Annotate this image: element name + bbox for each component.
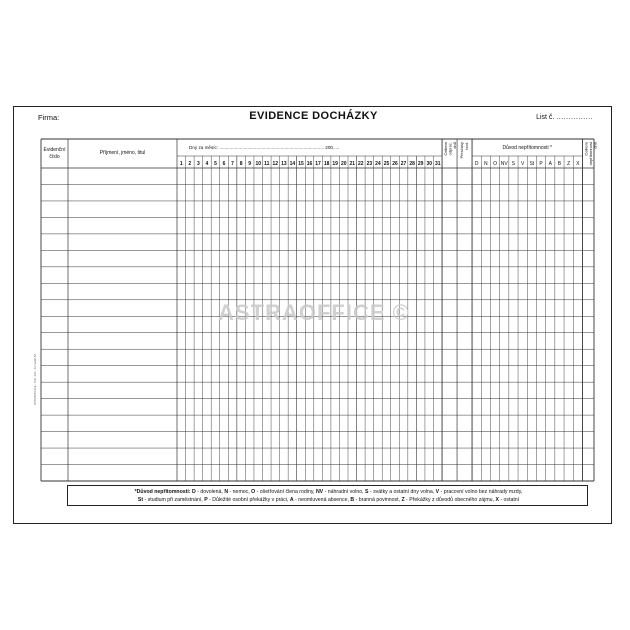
header-name: Příjmení, jméno, titul xyxy=(99,150,146,156)
legend-text: - Důležité osobní překážky v práci, xyxy=(207,497,290,503)
legend-text: - branná povinnost, xyxy=(354,497,402,503)
day-number: 21 xyxy=(349,161,356,167)
legend-text: - ostatní xyxy=(498,497,520,503)
header-total-worked: odprac. xyxy=(447,142,453,156)
header-absence-reasons: Důvod nepřítomnosti * xyxy=(502,145,552,151)
header-total-absent: nepřítomnost xyxy=(587,142,593,166)
header-total-worked: dnů xyxy=(452,142,458,149)
header-overtime: hod. xyxy=(464,142,470,150)
day-number: 6 xyxy=(222,161,226,167)
legend-text: - dovolená, xyxy=(195,489,225,495)
day-number: 14 xyxy=(289,161,296,167)
header-overtime: Přesčasy xyxy=(459,142,465,159)
legend-text: - Překážky z důvodů obecného zájmu, xyxy=(404,497,496,503)
reason-code: N xyxy=(484,161,488,167)
day-number: 15 xyxy=(298,161,304,167)
header-total-worked: Celkem xyxy=(443,142,449,156)
reason-code: O xyxy=(493,161,497,167)
day-number: 1 xyxy=(179,161,183,167)
day-number: 7 xyxy=(231,161,234,167)
day-number: 18 xyxy=(323,161,330,167)
watermark: ASTRAOFFICE © xyxy=(218,300,410,325)
legend-code: B xyxy=(350,497,355,503)
day-number: 4 xyxy=(205,161,209,167)
reason-code: S xyxy=(511,161,516,167)
legend-code: O xyxy=(251,489,256,495)
legend-text: - studium při zaměstnání, xyxy=(143,497,205,503)
reason-code: P xyxy=(539,161,543,167)
legend-code: X xyxy=(495,497,499,503)
company-label: Firma: xyxy=(38,113,60,122)
form-title: EVIDENCE DOCHÁZKY xyxy=(249,110,378,122)
day-number: 29 xyxy=(417,161,424,167)
day-number: 10 xyxy=(255,161,262,167)
day-number: 16 xyxy=(306,161,313,167)
header-employee-number: Evidenční xyxy=(43,147,66,153)
legend-text: - nemoc, xyxy=(228,489,252,495)
printer-imprint: ASTRAOFFICE - Tisk: 232 - Formulář A4 xyxy=(33,354,37,405)
day-number: 12 xyxy=(272,161,279,167)
legend-text: - pracovní volno bez náhrady mzdy, xyxy=(439,489,523,495)
legend-code: N xyxy=(224,489,229,495)
legend-text: - svátky a ostatní dny volna, xyxy=(368,489,436,495)
legend-code: *Důvod nepřítomnosti: D xyxy=(134,489,196,495)
absence-legend xyxy=(67,485,588,506)
day-number: 2 xyxy=(188,161,192,167)
sheet-number-dots: ............... xyxy=(556,114,593,121)
legend-text: - náhradní volno, xyxy=(323,489,365,495)
header-total-absent: Celkem xyxy=(583,142,589,156)
day-number: 5 xyxy=(214,161,217,167)
legend-text: - neomluvená absence, xyxy=(293,497,351,503)
day-number: 3 xyxy=(196,161,200,167)
sheet-number-text: List č. xyxy=(536,114,555,121)
legend-code: V xyxy=(435,489,440,495)
reason-code: X xyxy=(576,161,580,167)
day-number: 20 xyxy=(340,161,347,167)
legend-text: - ošetřování člena rodiny, xyxy=(255,489,316,495)
legend-line-1 xyxy=(68,489,589,495)
header-days-month: Dny za měsíc: .................................................................................. 200..... xyxy=(189,145,340,150)
day-number: 24 xyxy=(375,161,381,167)
legend-code: P xyxy=(204,497,208,503)
reason-code: A xyxy=(548,161,552,167)
day-number: 22 xyxy=(358,161,364,167)
day-number: 17 xyxy=(315,161,321,167)
header-total-absent: dnů xyxy=(592,142,598,149)
day-number: 25 xyxy=(383,161,390,167)
reason-code: Z xyxy=(567,161,571,167)
day-number: 23 xyxy=(366,161,373,167)
legend-code: NV xyxy=(315,489,324,495)
legend-code: Z xyxy=(401,497,405,503)
reason-code: St xyxy=(529,161,535,167)
day-number: 31 xyxy=(434,161,441,167)
day-number: 30 xyxy=(426,161,433,167)
reason-code: V xyxy=(520,161,525,167)
reason-code: NV xyxy=(500,161,508,167)
legend-code: A xyxy=(289,497,294,503)
day-number: 9 xyxy=(248,161,252,167)
legend-code: St xyxy=(137,497,144,503)
legend-code: S xyxy=(364,489,369,495)
reason-code: D xyxy=(474,161,479,167)
day-number: 8 xyxy=(239,161,243,167)
day-number: 11 xyxy=(264,161,270,167)
day-number: 13 xyxy=(281,161,287,167)
header-employee-number: číslo xyxy=(49,154,60,160)
day-number: 28 xyxy=(409,161,415,167)
reason-code: B xyxy=(557,161,562,167)
attendance-form-sheet xyxy=(13,106,612,524)
legend-line-2 xyxy=(68,497,589,503)
day-number: 27 xyxy=(400,161,407,167)
day-number: 26 xyxy=(392,161,398,167)
day-number: 19 xyxy=(332,161,338,167)
